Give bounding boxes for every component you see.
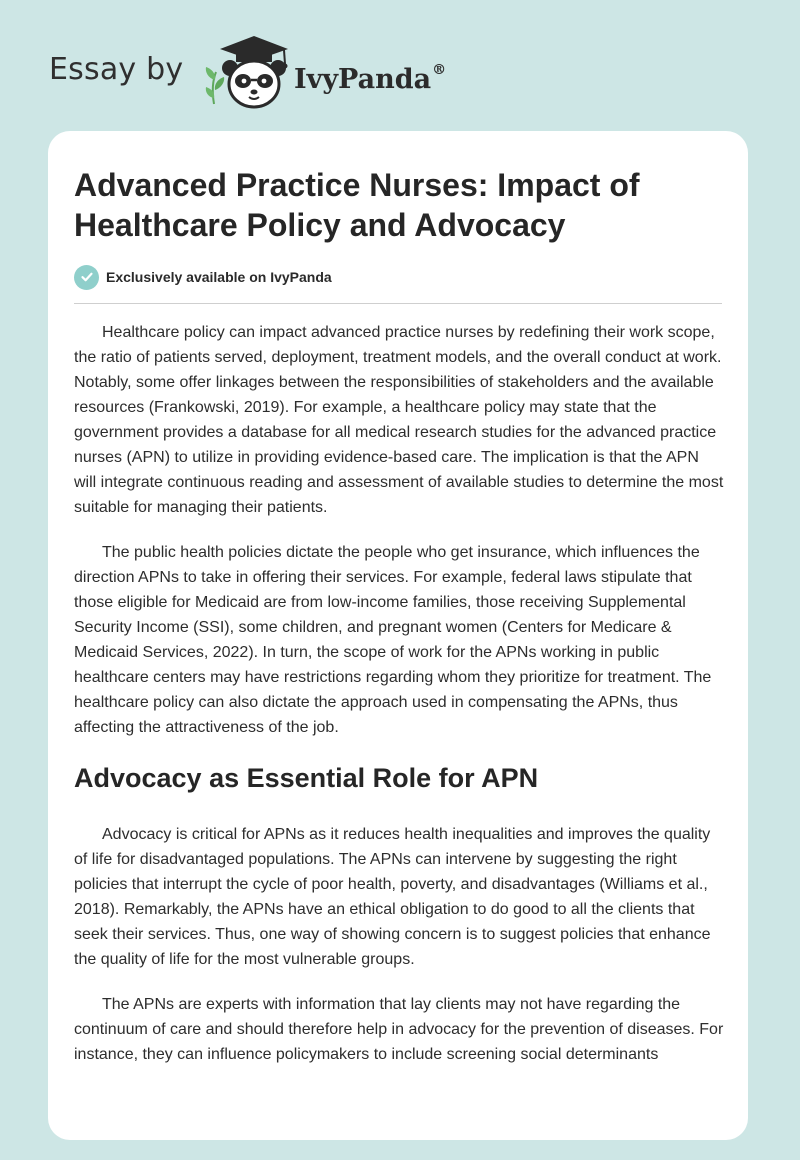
site-header xyxy=(0,0,800,130)
essay-title: Advanced Practice Nurses: Impact of Healthcare Policy and Advocacy xyxy=(74,167,640,243)
check-icon xyxy=(74,265,99,290)
exclusive-label: Exclusively available on IvyPanda xyxy=(106,269,332,285)
brand-prefix: Essay by xyxy=(49,52,184,87)
essay-card xyxy=(48,131,748,1140)
brand-name[interactable]: IvyPanda® xyxy=(294,62,447,95)
registered-mark: ® xyxy=(432,62,447,78)
section-heading: Advocacy as Essential Role for APN xyxy=(74,763,539,793)
paragraph: The APNs are experts with information that lay clients may not have regarding the continuum of care and should therefore help in advocacy for the prevention of diseases. For instance, they can influence policymakers to include screening social determinants xyxy=(74,996,724,1063)
paragraph: Healthcare policy can impact advanced practice nurses by redefining their work scope, the ratio of patients served, deployment, treatment models, and the overall conduct at work. Notably, some offer linkages between the responsibilities of stakeholders and the available resources (Frankowski, 2019). For example, a healthcare policy may state that the government provides a database for all medical research studies for the advanced practice nurses (APN) to utilize in providing evidence-based care. The implication is that the APN will integrate continuous reading and assessment of available studies to determine the most suitable for managing their patients. xyxy=(74,324,724,516)
divider xyxy=(74,303,722,304)
essay-body xyxy=(74,320,724,1087)
exclusive-badge xyxy=(74,264,332,290)
paragraph: The public health policies dictate the people who get insurance, which influences the direction APNs to take in offering their services. For example, federal laws stipulate that those eligible for Medicaid are from low-income families, those receiving Supplemental Security Income (SSI), some children, and pregnant women (Centers for Medicare & Medicaid Services, 2022). In turn, the scope of work for the APNs working in public healthcare centers may have restrictions regarding whom they prioritize for treatment. The healthcare policy can also dictate the approach used in compensating the APNs, thus affecting the attractiveness of the job. xyxy=(74,544,712,736)
panda-graduate-icon xyxy=(200,34,292,110)
paragraph: Advocacy is critical for APNs as it reduces health inequalities and improves the quality of life for disadvantaged populations. The APNs can intervene by suggesting the right policies that interrupt the cycle of poor health, poverty, and disadvantages (Williams et al., 2018). Remarkably, the APNs have an ethical obligation to do good to all the clients that seek their services. Thus, one way of showing concern is to suggest policies that enhance the quality of life for the most vulnerable groups. xyxy=(74,826,711,968)
